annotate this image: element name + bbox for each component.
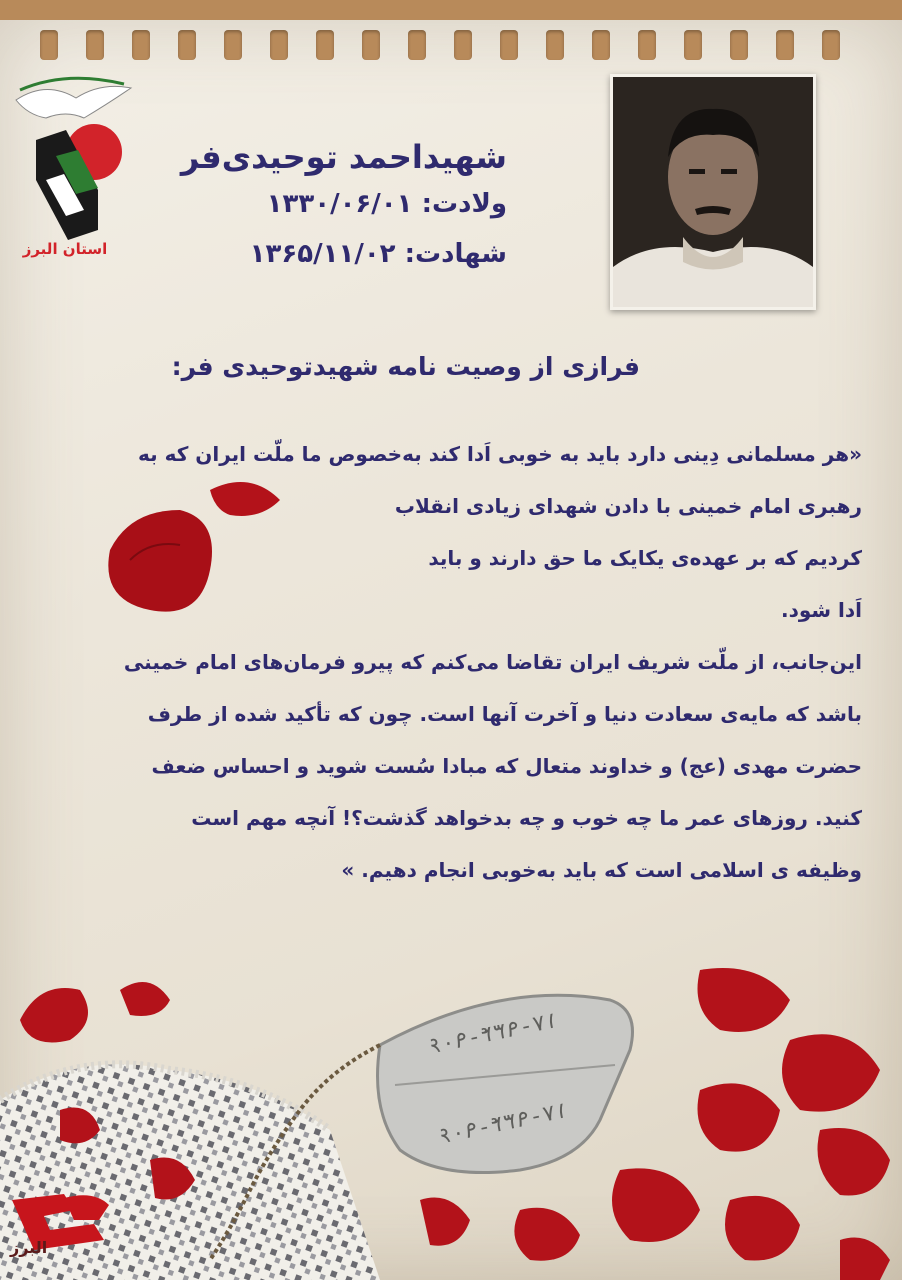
notebook-hole [224, 30, 242, 60]
notebook-hole [592, 30, 610, 60]
notebook-hole [362, 30, 380, 60]
will-line: کردیم که بر عهده‌ی یکایک ما حق دارند و باید [428, 546, 862, 570]
bottom-decoration [0, 960, 902, 1280]
notebook-hole [40, 30, 58, 60]
will-line: اَدا شود. [780, 598, 862, 622]
notebook-hole [546, 30, 564, 60]
notebook-hole [822, 30, 840, 60]
notebook-hole [270, 30, 288, 60]
portrait-image [613, 77, 813, 307]
birth-date: ۱۳۳۰/۰۶/۰۱ [266, 189, 413, 219]
notebook-hole [776, 30, 794, 60]
will-text [32, 428, 862, 896]
notebook-hole [730, 30, 748, 60]
foundation-logo-caption: استان البرز [22, 240, 108, 258]
dog-tag-number: ۱۷-۹۳۴-۹۰۶ [436, 1097, 572, 1150]
notebook-hole [178, 30, 196, 60]
will-line: «هر مسلمانی دِینی دارد باید به خوبی اَدا کند به‌خصوص ما ملّت ایران که به [137, 442, 862, 466]
will-line: وظیفه ی اسلامی است که باید به‌خوبی انجام دهیم. » [341, 858, 862, 882]
martyrdom-label: شهادت: [404, 239, 507, 269]
martyr-header [177, 135, 507, 279]
martyr-portrait [610, 74, 816, 310]
corner-logo-icon [4, 1190, 114, 1270]
notebook-hole [684, 30, 702, 60]
martyr-name: شهیداحمد توحیدی‌فر [180, 138, 507, 176]
will-subtitle: فرازی از وصیت نامه شهیدتوحیدی فر: [171, 352, 640, 381]
dog-tag-number: ۱۷-۹۳۴-۹۰۶ [426, 1007, 562, 1060]
notebook-hole [316, 30, 334, 60]
will-line: کنید. روزهای عمر ما چه خوب و چه بدخواهد گذشت؟! آنچه مهم است [191, 806, 862, 830]
notebook-hole [454, 30, 472, 60]
will-line: این‌جانب، از ملّت شریف ایران تقاضا می‌کنم که پیرو فرمان‌های امام خمینی [123, 650, 862, 674]
birth-label: ولادت: [421, 189, 507, 219]
martyrdom-date: ۱۳۶۵/۱۱/۰۲ [249, 239, 396, 269]
notebook-hole [408, 30, 426, 60]
birth-line [177, 179, 507, 229]
martyrdom-line [177, 229, 507, 279]
corner-logo-caption: البرز [10, 1238, 48, 1257]
notebook-hole [86, 30, 104, 60]
will-line: باشد که مایه‌ی سعادت دنیا و آخرت آنها است. چون که تأکید شده از طرف [147, 702, 862, 726]
notebook-hole [638, 30, 656, 60]
will-line: حضرت مهدی (عج) و خداوند متعال که مبادا سُست شوید و احساس ضعف [151, 754, 862, 778]
notebook-holes [0, 20, 902, 60]
notebook-hole [132, 30, 150, 60]
will-line: رهبری امام خمینی با دادن شهدای زیادی انقلاب [394, 494, 862, 518]
notebook-hole [500, 30, 518, 60]
